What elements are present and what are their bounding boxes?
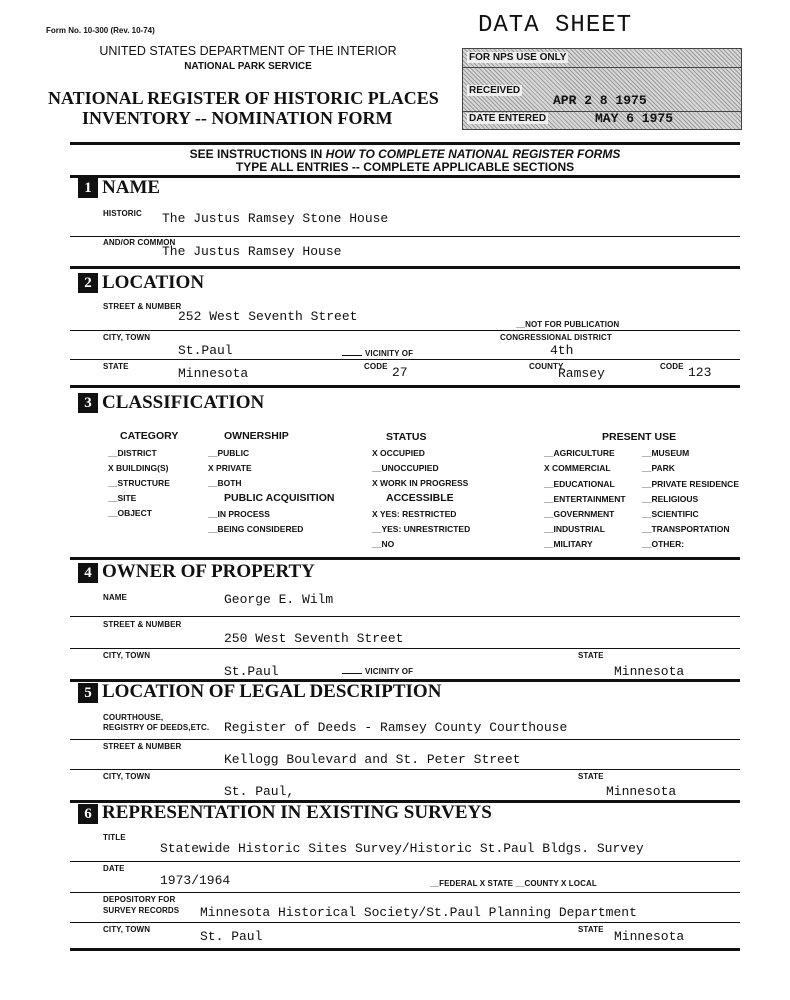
present-use-option: __MILITARY <box>544 539 593 549</box>
legal-city: St. Paul, <box>224 784 295 799</box>
section-6-title: REPRESENTATION IN EXISTING SURVEYS <box>102 802 492 823</box>
owner-name-label: NAME <box>103 593 127 602</box>
city-label: CITY, TOWN <box>103 333 151 342</box>
survey-title-label: TITLE <box>103 833 126 842</box>
form-number: Form No. 10-300 (Rev. 10-74) <box>46 26 155 35</box>
form-title-2: INVENTORY -- NOMINATION FORM <box>82 108 393 128</box>
received-date: APR 2 8 1975 <box>553 93 647 108</box>
survey-city: St. Paul <box>200 929 263 944</box>
legal-state: Minnesota <box>606 784 677 799</box>
category-option: X BUILDING(S) <box>108 463 169 473</box>
owner-street-label: STREET & NUMBER <box>103 620 182 629</box>
ownership-option: X PRIVATE <box>208 463 252 473</box>
ownership-heading: OWNERSHIP <box>224 430 289 442</box>
section-3-title: CLASSIFICATION <box>102 392 265 413</box>
survey-levels: __FEDERAL X STATE __COUNTY X LOCAL <box>430 879 597 888</box>
legal-city-label: CITY, TOWN <box>103 772 151 781</box>
present-use-option: __TRANSPORTATION <box>642 524 730 534</box>
owner-state: Minnesota <box>614 664 685 679</box>
ownership-option: __PUBLIC <box>208 448 250 458</box>
congressional-district-label: CONGRESSIONAL DISTRICT <box>500 333 612 342</box>
county-label: COUNTY <box>529 362 564 371</box>
section-3-number: 3 <box>78 393 98 413</box>
date-entered-label: DATE ENTERED <box>469 113 547 124</box>
section-1-number: 1 <box>78 178 98 198</box>
survey-date-label: DATE <box>103 864 125 873</box>
section-2-title: LOCATION <box>102 272 205 293</box>
survey-date: 1973/1964 <box>160 873 231 888</box>
rule <box>70 922 740 923</box>
street-label: STREET & NUMBER <box>103 302 182 311</box>
rule <box>70 948 740 951</box>
present-use-option: __INDUSTRIAL <box>544 524 605 534</box>
depository-label-1: DEPOSITORY FOR <box>103 895 176 904</box>
nps-use-box <box>462 48 742 130</box>
nps-use-only: FOR NPS USE ONLY <box>469 52 567 63</box>
section-4-title: OWNER OF PROPERTY <box>102 561 315 582</box>
county-code-label: CODE <box>660 362 684 371</box>
status-heading: STATUS <box>386 431 427 443</box>
section-1-title: NAME <box>102 177 161 198</box>
owner-vicinity-label: VICINITY OF <box>342 667 413 676</box>
rule <box>70 616 740 617</box>
location-street: 252 West Seventh Street <box>178 309 358 324</box>
header-rule <box>70 142 740 145</box>
section-4-number: 4 <box>78 563 98 583</box>
category-option: __SITE <box>108 493 137 503</box>
accessible-heading: ACCESSIBLE <box>386 492 454 504</box>
category-option: __DISTRICT <box>108 448 157 458</box>
present-use-option: __SCIENTIFIC <box>642 509 699 519</box>
rule <box>70 648 740 649</box>
instructions-line-2: TYPE ALL ENTRIES -- COMPLETE APPLICABLE SECTIONS <box>235 160 575 174</box>
county-value: Ramsey <box>558 366 605 381</box>
state-code: 27 <box>392 365 408 380</box>
category-heading: CATEGORY <box>120 430 179 442</box>
category-option: __OBJECT <box>108 508 152 518</box>
public-acquisition-heading: PUBLIC ACQUISITION <box>224 492 335 504</box>
rule <box>70 557 740 560</box>
present-use-option: X COMMERCIAL <box>544 463 611 473</box>
historic-name: The Justus Ramsey Stone House <box>162 211 389 226</box>
courthouse-value: Register of Deeds - Ramsey County Courthouse <box>224 720 568 735</box>
accessible-option: X YES: RESTRICTED <box>372 509 457 519</box>
survey-city-label: CITY, TOWN <box>103 925 151 934</box>
owner-city: St.Paul <box>224 664 279 679</box>
present-use-option: __PARK <box>642 463 675 473</box>
owner-state-label: STATE <box>578 651 604 660</box>
legal-street: Kellogg Boulevard and St. Peter Street <box>224 752 521 767</box>
survey-state: Minnesota <box>614 929 685 944</box>
present-use-option: __EDUCATIONAL <box>544 479 615 489</box>
rule <box>70 175 740 178</box>
owner-name: George E. Wilm <box>224 592 334 607</box>
section-2-number: 2 <box>78 273 98 293</box>
congressional-district: 4th <box>550 343 574 358</box>
present-use-option: __RELIGIOUS <box>642 494 699 504</box>
depository-label-2: SURVEY RECORDS <box>103 906 180 915</box>
common-label: AND/OR COMMON <box>103 238 176 247</box>
present-use-heading: PRESENT USE <box>602 431 677 443</box>
rule <box>70 359 740 360</box>
section-6-number: 6 <box>78 804 98 824</box>
registry-label: REGISTRY OF DEEDS,ETC. <box>103 723 210 732</box>
acquisition-option: __BEING CONSIDERED <box>208 524 304 534</box>
owner-city-label: CITY, TOWN <box>103 651 151 660</box>
rule <box>70 739 740 740</box>
instructions-line-1: SEE INSTRUCTIONS IN HOW TO COMPLETE NATIONAL REGISTER FORMS <box>189 147 621 161</box>
rule <box>70 385 740 388</box>
legal-street-label: STREET & NUMBER <box>103 742 182 751</box>
present-use-option: __ENTERTAINMENT <box>544 494 626 504</box>
rule <box>70 330 740 331</box>
rule <box>70 861 740 862</box>
ownership-option: __BOTH <box>208 478 242 488</box>
rule <box>70 892 740 893</box>
survey-state-label: STATE <box>578 925 604 934</box>
county-code: 123 <box>688 365 712 380</box>
historic-label: HISTORIC <box>103 209 142 218</box>
section-5-number: 5 <box>78 683 98 703</box>
department-name: UNITED STATES DEPARTMENT OF THE INTERIOR <box>99 44 397 58</box>
category-option: __STRUCTURE <box>108 478 170 488</box>
vicinity-label: VICINITY OF <box>342 349 413 358</box>
survey-title: Statewide Historic Sites Survey/Historic St.Paul Bldgs. Survey <box>160 841 644 856</box>
owner-street: 250 West Seventh Street <box>224 631 404 646</box>
state-code-label: CODE <box>364 362 388 371</box>
status-option: X WORK IN PROGRESS <box>372 478 469 488</box>
section-5-title: LOCATION OF LEGAL DESCRIPTION <box>102 681 442 702</box>
accessible-option: __NO <box>372 539 395 549</box>
data-sheet-stamp: DATA SHEET <box>478 12 633 39</box>
common-name: The Justus Ramsey House <box>162 244 342 259</box>
depository-value: Minnesota Historical Society/St.Paul Planning Department <box>200 905 637 920</box>
accessible-option: __YES: UNRESTRICTED <box>372 524 471 534</box>
legal-state-label: STATE <box>578 772 604 781</box>
present-use-option: __GOVERNMENT <box>544 509 615 519</box>
status-option: __UNOCCUPIED <box>372 463 439 473</box>
location-city: St.Paul <box>178 343 233 358</box>
state-label: STATE <box>103 362 129 371</box>
location-state: Minnesota <box>178 366 249 381</box>
form-title-1: NATIONAL REGISTER OF HISTORIC PLACES <box>48 88 439 108</box>
date-entered-value: MAY 6 1975 <box>595 111 674 126</box>
rule <box>70 266 740 269</box>
acquisition-option: __IN PROCESS <box>208 509 270 519</box>
rule <box>70 236 740 237</box>
received-label: RECEIVED <box>469 85 521 96</box>
courthouse-label: COURTHOUSE, <box>103 713 164 722</box>
present-use-option: __OTHER: <box>642 539 685 549</box>
status-option: X OCCUPIED <box>372 448 425 458</box>
rule <box>70 769 740 770</box>
present-use-option: __MUSEUM <box>642 448 690 458</box>
not-for-publication: __NOT FOR PUBLICATION <box>516 320 620 329</box>
present-use-option: __AGRICULTURE <box>544 448 615 458</box>
nps-divider <box>463 67 741 68</box>
service-name: NATIONAL PARK SERVICE <box>184 61 312 72</box>
present-use-option: __PRIVATE RESIDENCE <box>642 479 739 489</box>
